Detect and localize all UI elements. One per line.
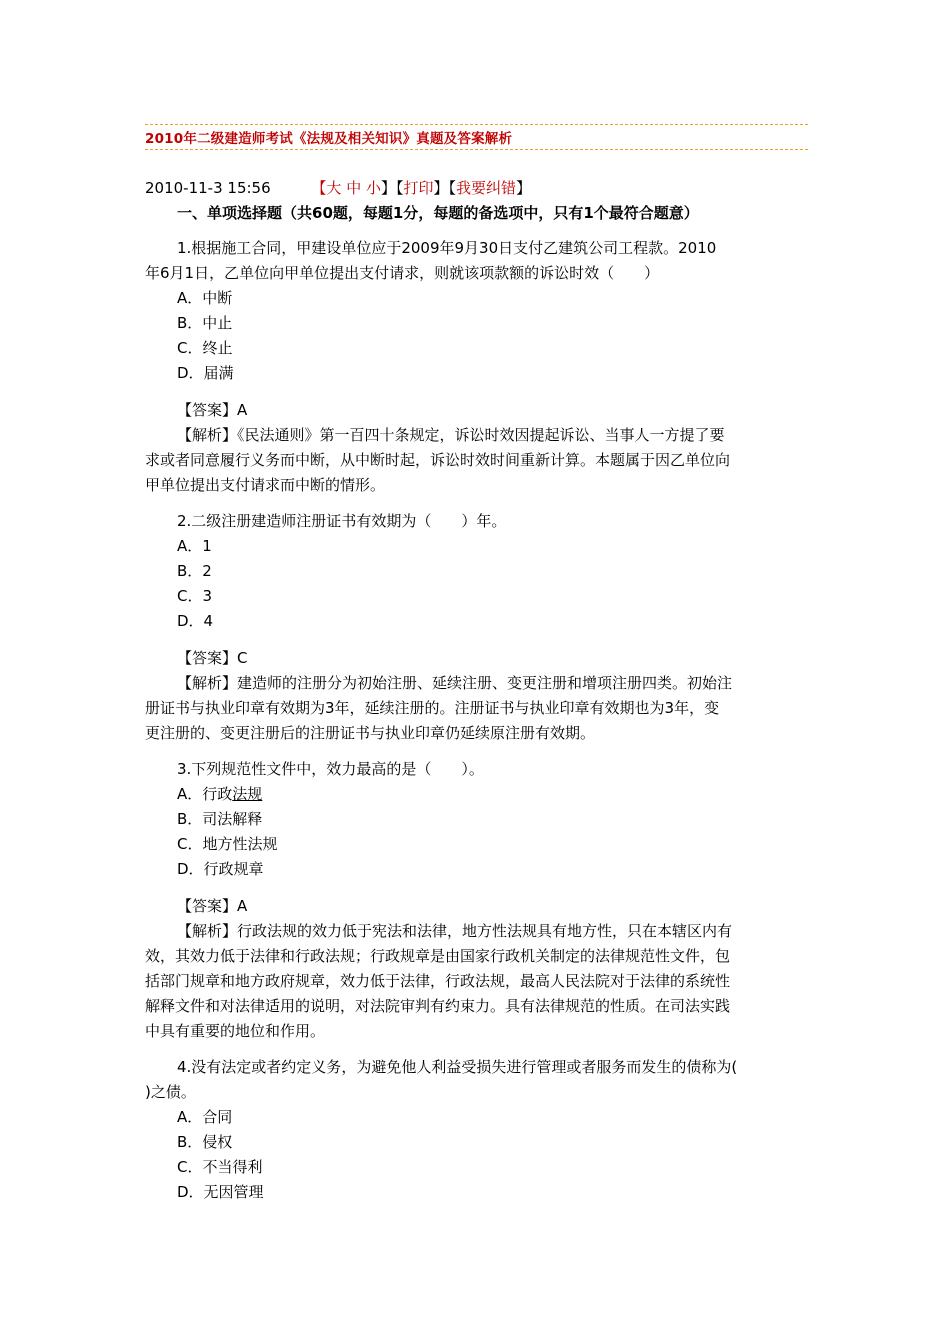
question-1-answer: 【答案】A bbox=[177, 401, 248, 419]
question-3-option-d: D．行政规章 bbox=[177, 860, 264, 878]
question-3-option-a-link[interactable]: 法规 bbox=[232, 785, 263, 803]
question-4-option-c: C．不当得利 bbox=[177, 1158, 263, 1176]
question-3-analysis-line4: 解释文件和对法律适用的说明，对法院审判有约束力。具有法律规范的性质。在司法实践 bbox=[145, 997, 731, 1015]
font-size-bracket-open: 【 bbox=[311, 179, 327, 197]
question-3-option-c: C．地方性法规 bbox=[177, 835, 278, 853]
question-3-answer: 【答案】A bbox=[177, 897, 248, 915]
question-4-option-b: B．侵权 bbox=[177, 1133, 233, 1151]
font-size-links[interactable]: 大 中 小 bbox=[326, 179, 381, 197]
question-2-option-b: B．2 bbox=[177, 562, 212, 580]
question-4-stem-line1: 4.没有法定或者约定义务，为避免他人利益受损失进行管理或者服务而发生的债称为( bbox=[177, 1058, 738, 1076]
report-error-link[interactable]: 我要纠错 bbox=[456, 179, 517, 197]
question-3-stem: 3.下列规范性文件中，效力最高的是（ ）。 bbox=[177, 760, 484, 778]
question-3-option-a-prefix: A．行政 bbox=[177, 785, 233, 803]
question-1-analysis-line2: 求或者同意履行义务而中断，从中断时起，诉讼时效时间重新计算。本题属于因乙单位向 bbox=[145, 451, 731, 469]
publish-date: 2010-11-3 15:56 bbox=[145, 179, 271, 197]
question-2-option-d: D．4 bbox=[177, 612, 214, 630]
question-1-option-a: A．中断 bbox=[177, 289, 233, 307]
question-1-analysis-line3: 甲单位提出支付请求而中断的情形。 bbox=[145, 476, 386, 494]
question-3-option-a bbox=[177, 782, 262, 807]
question-2-analysis-line2: 册证书与执业印章有效期为3年，延续注册的。注册证书与执业印章有效期也为3年，变 bbox=[145, 699, 720, 717]
print-bracket-close: 】 bbox=[433, 179, 449, 197]
question-4-option-a: A．合同 bbox=[177, 1108, 233, 1126]
question-3-analysis-line2: 效，其效力低于法律和行政法规；行政规章是由国家行政机关制定的法律规范性文件，包 bbox=[145, 947, 731, 965]
report-bracket-open: 【 bbox=[448, 179, 457, 197]
question-3-analysis-line5: 中具有重要的地位和作用。 bbox=[145, 1022, 326, 1040]
question-2-analysis-line3: 更注册的、变更注册后的注册证书与执业印章仍延续原注册有效期。 bbox=[145, 724, 596, 742]
question-3-analysis-line3: 括部门规章和地方政府规章，效力低于法律，行政法规，最高人民法院对于法律的系统性 bbox=[145, 972, 731, 990]
print-bracket-open: 【 bbox=[395, 179, 404, 197]
font-size-bracket-close: 】 bbox=[380, 179, 396, 197]
article-meta bbox=[145, 176, 531, 201]
question-1-option-b: B．中止 bbox=[177, 314, 233, 332]
question-3-option-b: B．司法解释 bbox=[177, 810, 263, 828]
bottom-rule bbox=[145, 149, 808, 150]
question-3-analysis-line1: 【解析】行政法规的效力低于宪法和法律，地方性法规具有地方性，只在本辖区内有 bbox=[177, 922, 733, 940]
question-1-option-c: C．终止 bbox=[177, 339, 233, 357]
top-rule bbox=[145, 124, 808, 125]
question-1-analysis-line1: 【解析】《民法通则》第一百四十条规定，诉讼时效因提起诉讼、当事人一方提了要 bbox=[177, 426, 725, 444]
question-1-stem-line1: 1.根据施工合同，甲建设单位应于2009年9月30日支付乙建筑公司工程款。2010 bbox=[177, 239, 717, 257]
question-4-option-d: D．无因管理 bbox=[177, 1183, 264, 1201]
question-4-stem-line2: )之债。 bbox=[145, 1083, 196, 1101]
print-link[interactable]: 打印 bbox=[403, 179, 434, 197]
question-2-answer: 【答案】C bbox=[177, 649, 248, 667]
report-bracket-close: 】 bbox=[516, 179, 532, 197]
question-2-option-c: C．3 bbox=[177, 587, 213, 605]
question-2-stem: 2.二级注册建造师注册证书有效期为（ ）年。 bbox=[177, 512, 507, 530]
question-2-option-a: A．1 bbox=[177, 537, 212, 555]
article-title: 2010年二级建造师考试《法规及相关知识》真题及答案解析 bbox=[145, 131, 513, 147]
question-1-option-d: D．届满 bbox=[177, 364, 234, 382]
section-heading: 一、单项选择题（共60题，每题1分，每题的备选项中，只有1个最符合题意） bbox=[177, 204, 699, 222]
question-2-analysis-line1: 【解析】建造师的注册分为初始注册、延续注册、变更注册和增项注册四类。初始注 bbox=[177, 674, 733, 692]
question-1-stem-line2: 年6月1日，乙单位向甲单位提出支付请求，则就该项款额的诉讼时效（ ） bbox=[145, 264, 660, 282]
